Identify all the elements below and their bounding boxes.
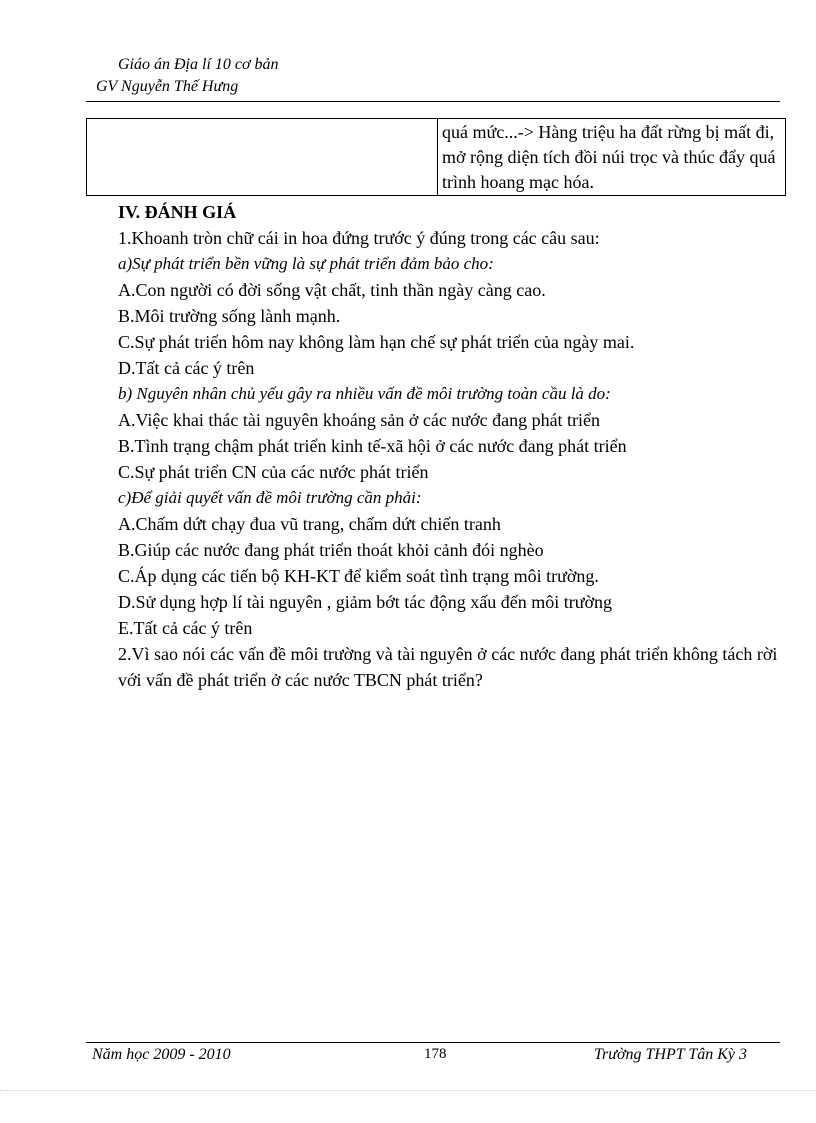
table-left-cell bbox=[87, 119, 438, 195]
footer-school-year: Năm học 2009 - 2010 bbox=[92, 1046, 231, 1063]
question-b-option: A.Việc khai thác tài nguyên khoáng sản ở các nước đang phát triển bbox=[118, 410, 601, 430]
question-c-option: C.Áp dụng các tiến bộ KH-KT để kiểm soát tình trạng môi trường. bbox=[118, 566, 599, 586]
question-c-option: B.Giúp các nước đang phát triển thoát khỏi cảnh đói nghèo bbox=[118, 540, 544, 560]
section-title: IV. ĐÁNH GIÁ bbox=[118, 202, 237, 222]
footer-school-name: Trường THPT Tân Kỳ 3 bbox=[594, 1046, 748, 1063]
question-2: 2.Vì sao nói các vấn đề môi trường và tài nguyên ở các nước đang phát triển không tách rời với vấn đề phát triển ở các nước TBCN phát triển? bbox=[118, 644, 778, 690]
question-a-option: D.Tất cả các ý trên bbox=[118, 358, 255, 378]
question-a-prompt: a)Sự phát triển bền vững là sự phát triển đảm bảo cho: bbox=[118, 254, 494, 273]
question-c-option: E.Tất cả các ý trên bbox=[118, 618, 253, 638]
page-header bbox=[96, 54, 780, 98]
table-right-cell: quá mức...-> Hàng triệu ha đất rừng bị mất đi, mở rộng diện tích đồi núi trọc và thúc đẩy quá trình hoang mạc hóa. bbox=[442, 122, 776, 192]
footer-page-number: 178 bbox=[424, 1046, 447, 1062]
assessment-section bbox=[118, 199, 780, 693]
content-table bbox=[86, 118, 786, 196]
question-c-option: D.Sử dụng hợp lí tài nguyên , giảm bớt tác động xấu đến môi trường bbox=[118, 592, 613, 612]
question-b-option: B.Tình trạng chậm phát triển kinh tế-xã hội ở các nước đang phát triển bbox=[118, 436, 627, 456]
question-c-prompt: c)Để giải quyết vấn đề môi trường cần phải: bbox=[118, 488, 422, 507]
question-a-option: B.Môi trường sống lành mạnh. bbox=[118, 306, 341, 326]
question-b-prompt: b) Nguyên nhân chủ yếu gây ra nhiều vấn đề môi trường toàn cầu là do: bbox=[118, 384, 611, 403]
question-a-option: A.Con người có đời sống vật chất, tinh thần ngày càng cao. bbox=[118, 280, 546, 300]
header-teacher: GV Nguyễn Thế Hưng bbox=[96, 78, 239, 95]
footer-divider bbox=[86, 1042, 780, 1043]
page-edge-divider bbox=[0, 1090, 816, 1091]
question-a-option: C.Sự phát triển hôm nay không làm hạn chế sự phát triển của ngày mai. bbox=[118, 332, 635, 352]
question-b-option: C.Sự phát triển CN của các nước phát triển bbox=[118, 462, 429, 482]
question-1-intro: 1.Khoanh tròn chữ cái in hoa đứng trước ý đúng trong các câu sau: bbox=[118, 228, 600, 248]
header-divider bbox=[86, 101, 780, 102]
question-c-option: A.Chấm dứt chạy đua vũ trang, chấm dứt chiến tranh bbox=[118, 514, 501, 534]
header-subject: Giáo án Địa lí 10 cơ bản bbox=[118, 56, 279, 73]
